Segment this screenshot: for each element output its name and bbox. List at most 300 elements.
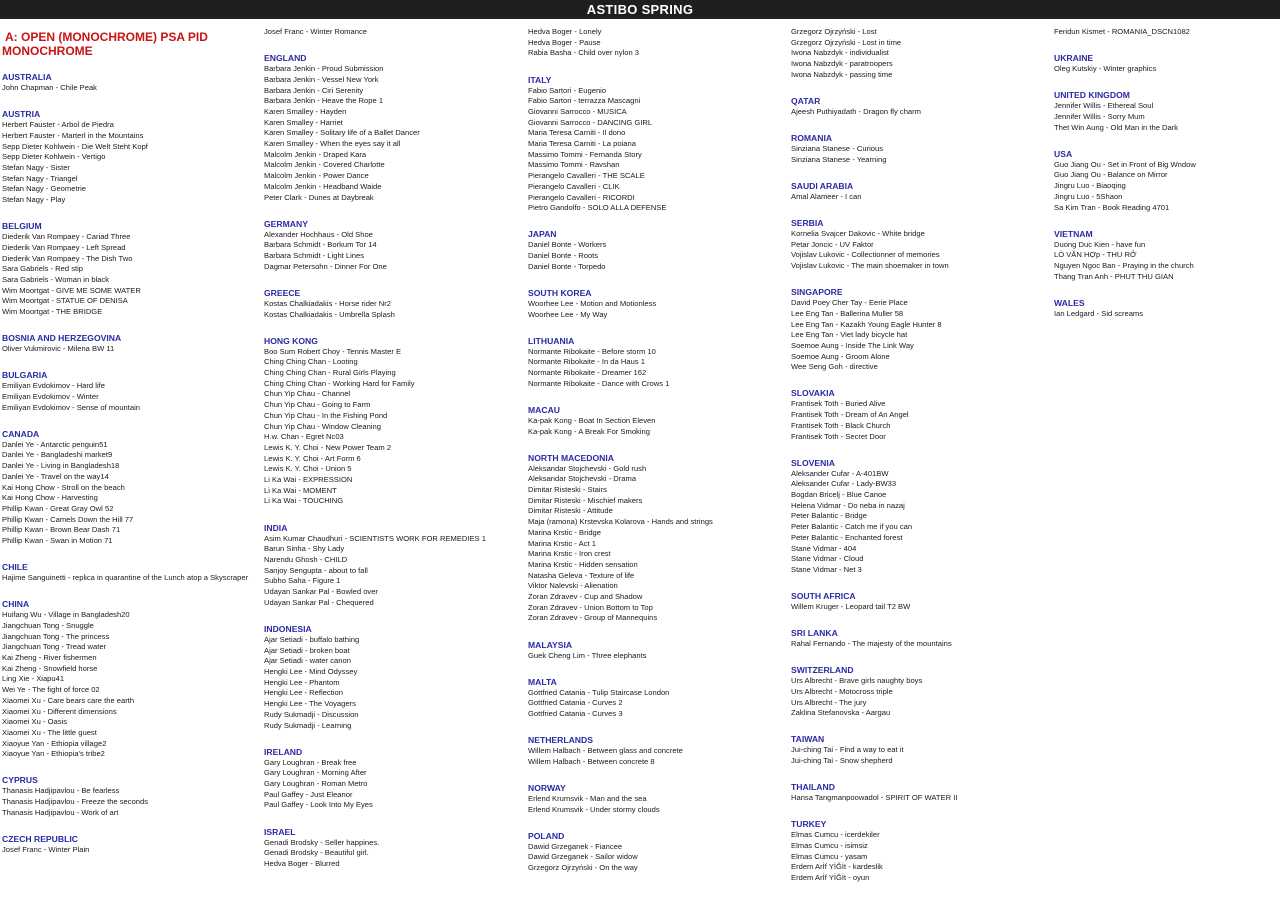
entry-item: Stane Vidmar - 404 [791,543,857,553]
entry-item: Petar Joncic - UV Faktor [791,239,874,249]
country-heading: SWITZERLAND [791,665,854,676]
entry-item: Fabio Sartori - Eugenio [528,85,607,95]
entry-item: Jingru Luo - Biaoqing [1054,181,1126,191]
entry-item: Kornelia Svajcer Dakovic - White bridge [791,228,925,238]
entry-item: Xiaomei Xu - Different dimensions [2,706,117,716]
entry-item: Aleksander Cufar - A-401BW [791,468,889,478]
entry-item: Malcolm Jenkin - Covered Charlotte [264,160,385,170]
entry-item: Thanasis Hadjipavlou - Be fearless [2,786,120,796]
country-heading: SAUDI ARABIA [791,180,854,191]
entry-item: Danlei Ye - Living in Bangladesh18 [2,461,120,471]
entry-item: Li Ka Wai - MOMENT [264,485,337,495]
country-section [791,27,1049,81]
entry-item: Kostas Chalkiadakis - Umbrella Splash [264,309,395,319]
column-5 [1054,27,1280,335]
entry-item: Wim Moortgat - GIVE ME SOME WATER [2,285,141,295]
entry-item: Natasha Geleva - Texture of life [528,570,635,580]
entry-item: Stane Vidmar - Cloud [791,554,864,564]
entry-item: Lee Eng Tan - Kazakh Young Eagle Hunter 8 [791,319,942,329]
country-heading: VIETNAM [1054,228,1093,239]
country-section [2,599,260,760]
country-heading: CZECH REPUBLIC [2,833,78,844]
entry-item: Chun Yip Chau - Going to Farm [264,400,371,410]
entry-item: Danlei Ye - Antarctic penguin51 [2,439,108,449]
entry-item: Maria Teresa Carniti - Il dono [528,128,626,138]
entry-item: Rahal Fernando - The majesty of the mountains [791,639,952,649]
country-heading: TAIWAN [791,734,825,745]
country-section [791,181,1049,203]
entry-item: Zaklina Stefanovska - Aargau [791,708,891,718]
entry-item: Huifang Wu - Village in Bangladesh20 [2,610,130,620]
country-section [791,665,1049,719]
entry-item: Thet Win Aung - Old Man in the Dark [1054,122,1179,132]
entry-item: Xiaomei Xu - Care bears care the earth [2,695,135,705]
entry-item: Elmas Cumcu - icerdekiler [791,830,880,840]
entry-item: Udayan Sankar Pal - Bowled over [264,587,378,597]
country-section [1054,53,1280,75]
entry-item: Guo Jiang Ou - Balance on Mirror [1054,170,1168,180]
entry-item: Wim Moortgat - THE BRIDGE [2,307,103,317]
entry-item: Jingru Luo - 5Shaon [1054,191,1123,201]
country-heading: AUSTRIA [2,109,41,120]
entry-item: Erlend Krumsvik - Under stormy clouds [528,804,660,814]
country-section [2,775,260,818]
country-section [2,429,260,547]
entry-item: Barbara Jenkin - Ciri Serenity [264,85,364,95]
page-title: ASTIBO SPRING [586,2,694,17]
entry-item: Stefan Nagy - Geometrie [2,184,86,194]
country-section [528,783,786,815]
entry-item: Jiangchuan Tong - Snuggle [2,620,94,630]
entry-item: Lee Eng Tan - Ballerina Muller 58 [791,308,904,318]
entry-item: Ajar Setiadi - buffalo bathing [264,634,360,644]
column-2 [264,27,522,885]
entry-item: Paul Gaffey - Just Eleanor [264,789,353,799]
entry-item: Gottfried Catania - Curves 2 [528,698,623,708]
entry-item: Giovanni Sarrocco - MUSICA [528,106,627,116]
entry-item: Willem Halbach - Between concrete 8 [528,756,655,766]
entry-item: Diederik Van Rompaey - Cariad Three [2,232,131,242]
country-heading: JAPAN [528,229,557,240]
entry-item: Frantisek Toth - Dream of An Angel [791,410,909,420]
entry-item: Normante Ribokaite - Before storm 10 [528,346,656,356]
entry-item: Grzegorz Ojrzyński - Lost in time [791,37,902,47]
entry-item: Stefan Nagy - Play [2,195,66,205]
entry-item: Phillip Kwan - Camels Down the Hill 77 [2,514,134,524]
country-heading: AUSTRALIA [2,72,52,82]
entry-item: Dimitar Risteski - Attitude [528,506,613,516]
entry-item: Hengki Lee - The Voyagers [264,699,356,709]
category-title-line-1: A: OPEN (MONOCHROME) PSA PID [5,30,208,44]
country-section [791,591,1049,613]
entry-item: Li Ka Wai - TOUCHING [264,496,344,506]
entry-item: Guek Cheng Lim - Three elephants [528,650,647,660]
entry-item: Frantisek Toth - Buried Alive [791,399,886,409]
country-section [528,288,786,320]
entry-item: Thanasis Hadjipavlou - Work of art [2,807,119,817]
country-heading: SLOVENIA [791,457,835,468]
entry-item: Pietro Gandolfo - SOLO ALLA DEFENSE [528,203,667,213]
country-section [528,831,786,874]
country-section [2,370,260,413]
entry-item: Asim Kumar Chaudhuri - SCIENTISTS WORK FOR REMEDIES 1 [264,533,486,543]
entry-item: Daniel Bonte - Workers [528,240,607,250]
entry-item: Zoran Zdravev - Group of Mannequins [528,613,658,623]
entry-item: Herbert Fauster - Arbol de Piedra [2,120,114,130]
entry-item: Marina Krstic - Iron crest [528,549,611,559]
country-heading: QATAR [791,95,821,106]
entry-item: David Poey Cher Tay - Eerie Place [791,298,908,308]
country-heading: POLAND [528,830,565,841]
entry-item: Grzegorz Ojrzyński - Lost [791,27,877,36]
country-section [1054,298,1280,320]
entry-item: Dawid Grzeganek - Fiancee [528,841,623,851]
country-section [791,133,1049,165]
entry-item: Wei Ye - The fight of force 02 [2,685,100,695]
country-section [264,523,522,609]
country-heading: UNITED KINGDOM [1054,90,1130,101]
entry-item: Hengki Lee - Mind Odyssey [264,666,358,676]
entry-item: Barun Sinha - Shy Lady [264,544,345,554]
entry-item: Karen Smalley - When the eyes say it all [264,139,401,149]
entry-item: Emiliyan Evdokimov - Sense of mountain [2,402,141,412]
entry-item: Normante Ribokaite - In da Haus 1 [528,357,645,367]
country-heading: WALES [1054,297,1085,308]
entry-item: Diederik Van Rompaey - The Dish Two [2,253,133,263]
entry-item: Ka-pak Kong - Boat In Section Eleven [528,415,656,425]
entry-item: Emiliyan Evdokimov - Winter [2,391,99,401]
entry-item: Dawid Grzeganek - Sailor widow [528,852,638,862]
entry-item: Guo Jiang Ou - Set in Front of Big Wndow [1054,159,1196,169]
entry-item: Erdem Arİf YİĞİt - kardeslik [791,862,883,872]
entry-item: Narendu Ghosh - CHILD [264,554,348,564]
entry-item: Sa Kim Tran - Book Reading 4701 [1054,202,1170,212]
entry-item: Barbara Jenkin - Proud Submission [264,64,384,74]
entry-item: Wim Moortgat - STATUE OF DENISA [2,296,128,306]
entry-item: Dimitar Risteski - Stairs [528,485,607,495]
entry-item: Diederik Van Rompaey - Left Spread [2,242,126,252]
entry-item: Zoran Zdravev - Union Bottom to Top [528,602,653,612]
entry-item: Ajeesh Puthiyadath - Dragon fly charm [791,106,922,116]
entry-item: Bogdan Bricelj - Blue Canoe [791,490,887,500]
entry-item: Hengki Lee - Reflection [264,688,343,698]
entry-item: Pierangelo Cavalleri - CLIK [528,181,620,191]
country-section [791,388,1049,442]
entry-item: Ching Ching Chan - Working Hard for Family [264,378,415,388]
entry-item: Erlend Krumsvik - Man and the sea [528,793,647,803]
entry-item: Aleksandar Stojchevski - Gold rush [528,463,647,473]
entry-item: Jennifer Willis - Sorry Mum [1054,111,1145,121]
entry-item: Boo Sum Robert Choy - Tennis Master E [264,346,402,356]
country-section [791,287,1049,373]
entry-item: Xiaomei Xu - The little guest [2,727,97,737]
entry-item: Barbara Schmidt - Light Lines [264,251,365,261]
entry-item: Hansa Tangmanpoowadol - SPIRIT OF WATER II [791,793,958,803]
entry-item: Chun Yip Chau - Window Cleaning [264,421,381,431]
entry-item: Hengki Lee - Phantom [264,677,340,687]
country-section [2,109,260,206]
entry-item: Herbert Fauster - Marterl in the Mountains [2,130,144,140]
entry-item: Willem Kruger - Leopard tail T2 BW [791,602,911,612]
entry-item: Kai Hong Chow - Stroll on the beach [2,482,125,492]
column-3 [528,27,786,889]
entry-item: Kai Zheng - River fishermen [2,653,97,663]
entry-item: Frantisek Toth - Secret Door [791,431,886,441]
entry-item: Woorhee Lee - Motion and Motionless [528,298,657,308]
entry-item: Stefan Nagy - Sister [2,162,70,172]
country-heading: SOUTH AFRICA [791,591,856,602]
entry-item: Phillip Kwan - Brown Bear Dash 71 [2,525,121,535]
entry-item: Sepp Dieter Kohlwein - Vertigo [2,152,106,162]
country-heading: BELGIUM [2,221,42,232]
country-heading: ISRAEL [264,826,296,837]
entry-item: Dimitar Risteski - Mischief makers [528,495,643,505]
entry-item: Rudy Sukmadji - Discussion [264,709,359,719]
entry-item: Rudy Sukmadji - Learning [264,720,352,730]
entry-item: Thanasis Hadjipavlou - Freeze the seconds [2,797,149,807]
country-section [791,819,1049,884]
country-heading: INDONESIA [264,623,312,634]
entry-item: Thang Tran Anh - PHUT THU GIAN [1054,271,1174,281]
entry-item: Marina Krstic - Hidden sensation [528,559,638,569]
country-section [528,640,786,662]
country-heading: INDIA [264,522,288,533]
country-heading: USA [1054,148,1073,159]
country-section [528,677,786,720]
country-section [1054,90,1280,133]
entry-item: Ian Ledgard - Sid screams [1054,308,1144,318]
country-section [2,221,260,318]
entry-item: Xiaoyue Yan - Ethiopia village2 [2,738,107,748]
country-section [264,747,522,812]
column-4 [791,27,1049,899]
entry-item: Wee Seng Goh - directive [791,362,878,372]
country-heading: NORTH MACEDONIA [528,452,614,463]
entry-item: Peter Balantic - Enchanted forest [791,532,903,542]
entry-item: Elmas Cumcu - isimsiz [791,841,868,851]
entry-item: Jui-ching Tai - Snow shepherd [791,756,893,766]
entry-item: Sinziana Stanese - Yearning [791,154,887,164]
entry-item: Subho Saha - Figure 1 [264,576,341,586]
entry-item: Danlei Ye - Bangladeshi market9 [2,450,113,460]
entry-item: Aleksandar Stojchevski - Drama [528,474,637,484]
country-section [264,219,522,273]
entry-item: Iwona Nabzdyk - passing time [791,69,893,79]
entry-item: Sara Gabriels - Red stip [2,264,84,274]
country-section [528,735,786,767]
entry-item: Soemoe Aung - Groom Alone [791,351,890,361]
entry-item: Hedva Boger - Lonely [528,27,602,36]
entry-item: Daniel Bonte - Torpedo [528,261,606,271]
country-heading: CHILE [2,562,28,573]
country-section [1054,149,1280,214]
entry-item: Zoran Zdravev - Cup and Shadow [528,592,643,602]
entry-item: Dagmar Petersohn - Dinner For One [264,261,387,271]
country-heading: SLOVAKIA [791,388,835,399]
entry-item: Peter Clark - Dunes at Daybreak [264,192,374,202]
entry-item: Elmas Cumcu - yasam [791,851,868,861]
country-heading: GERMANY [264,218,308,229]
country-heading: GREECE [264,287,301,298]
country-section [528,405,786,437]
country-heading: SRI LANKA [791,628,838,639]
country-heading: CHINA [2,599,30,610]
entry-item: Frantisek Toth - Black Church [791,420,891,430]
entry-item: Hajime Sanguinetti - replica in quarantine of the Lunch atop a Skyscraper [2,573,249,583]
entry-item: Erdem Arİf YİĞİt - oyun [791,873,870,883]
entry-item: Phillip Kwan - Great Gray Owl 52 [2,503,114,513]
country-heading: LITHUANIA [528,335,575,346]
entry-item: Woorhee Lee - My Way [528,309,608,319]
country-section [791,628,1049,650]
page-header [0,0,1280,19]
entry-item: Urs Albrecht - Brave girls naughty boys [791,676,923,686]
entry-item: Maria Teresa Carniti - La poiana [528,139,636,149]
entry-item: LÒ VĂN HỢp - THU RỞ [1054,250,1137,260]
country-heading: THAILAND [791,782,835,793]
entry-item: Gary Loughran - Morning After [264,768,367,778]
entry-item: Nguyen Ngoc Ban - Praying in the church [1054,261,1194,270]
entry-item: Aleksander Cufar - Lady-BW33 [791,479,897,489]
entry-item: Kai Hong Chow - Harvesting [2,493,98,503]
entry-item: Grzegorz Ojrzyński - On the way [528,863,638,873]
entry-item: Gary Loughran - Break free [264,757,357,767]
entry-item: Lewis K. Y. Choi - Union 5 [264,464,352,474]
entry-item: Gottfried Catania - Curves 3 [528,709,623,719]
country-section [528,453,786,625]
country-heading: BULGARIA [2,370,48,381]
entry-item: Peter Balantic - Catch me if you can [791,522,913,532]
country-heading: CYPRUS [2,775,38,786]
entry-item: Stane Vidmar - Net 3 [791,564,862,574]
entry-item: Karen Smalley - Solitary life of a Ballet Dancer [264,128,420,138]
country-heading: ITALY [528,74,552,85]
entry-item: Malcolm Jenkin - Power Dance [264,171,369,181]
entry-item: Sepp Dieter Kohlwein - Die Welt Steht Kopf [2,141,148,151]
entry-item: Normante Ribokaite - Dance with Crows 1 [528,378,670,388]
entry-item: Urs Albrecht - Motocross triple [791,686,893,696]
category-title-line-2: MONOCHROME [2,44,93,58]
entry-item: Xiaomei Xu - Oasis [2,717,67,727]
entry-item: Gary Loughran - Roman Metro [264,779,368,788]
country-heading: NETHERLANDS [528,735,593,746]
entry-item: Helena Vidmar - Do neba in nazaj [791,500,905,510]
country-section [264,53,522,203]
country-heading: UKRAINE [1054,53,1094,64]
entry-item: Kai Zheng - Snowfield horse [2,663,98,673]
entry-item: Barbara Schmidt - Borkum Tor 14 [264,240,377,250]
entry-item: Sinziana Stanese - Curious [791,144,884,153]
entry-item: Iwona Nabzdyk - paratroopers [791,59,893,69]
entry-item: Willem Halbach - Between glass and concrete [528,746,683,756]
entry-item: Vojislav Lukovic - Collectionner of memories [791,250,940,260]
entry-item: Ching Ching Chan - Rural Girls Playing [264,368,396,378]
entry-item: Vojislav Lukovic - The main shoemaker in town [791,261,949,270]
entry-item: Jennifer Willis - Ethereal Soul [1054,101,1154,111]
country-heading: TURKEY [791,819,827,830]
country-section [528,27,786,59]
entry-item: Ajar Setiadi - water canon [264,656,351,666]
country-section [791,734,1049,766]
country-section [2,72,260,94]
entry-item: Oliver Vukmirovic - Milena BW 11 [2,344,115,354]
country-section [264,624,522,731]
entry-item: Li Ka Wai - EXPRESSION [264,475,353,485]
column-1 [2,27,260,871]
entry-item: Josef Franc - Winter Plain [2,844,90,854]
entry-item: Ling Xie - Xiapu41 [2,674,65,684]
entry-item: Amal Alameer - I can [791,191,862,201]
entry-item: Giovanni Sarrocco - DANCING GIRL [528,117,653,127]
category-title [2,30,260,58]
entry-item: Genadi Brodsky - Seller happines. [264,837,380,847]
entry-item: Ajar Setiadi - broken boat [264,645,350,655]
entry-item: Karen Smalley - Hayden [264,106,347,116]
country-heading: MACAU [528,404,560,415]
entry-item: Malcolm Jenkin - Headband Waide [264,181,382,191]
entry-item: Paul Gaffey - Look Into My Eyes [264,800,373,810]
entry-item: Rabia Bashа - Child over nylon 3 [528,48,640,58]
entry-item: Massimo Tommi - Fernanda Story [528,149,642,159]
entry-item: Urs Albrecht - The jury [791,697,867,707]
entry-item: Normante Ribokaite - Dreamer 162 [528,368,647,378]
entry-item: Maja (ramona) Krstevska Kolarova - Hands and strings [528,517,713,527]
country-section [264,827,522,870]
entry-item: H.w. Chan - Egret Nc03 [264,432,344,442]
country-heading: IRELAND [264,746,303,757]
country-section [791,96,1049,118]
country-section [528,336,786,390]
country-heading: SINGAPORE [791,287,843,298]
entry-item: Chun Yip Chau - In the Fishing Pond [264,410,388,420]
entry-item: Daniel Bonte - Roots [528,251,599,261]
entry-item: Jiangchuan Tong - Tread water [2,642,107,652]
entry-item: Viktor Nalevski - Alienation [528,581,618,591]
entry-item: Peter Balantic - Bridge [791,511,867,521]
entry-item: Karen Smalley - Harriet [264,117,343,127]
country-section [264,288,522,320]
entry-item: Massimo Tommi - Ravshan [528,160,620,170]
country-heading: HONG KONG [264,335,318,346]
country-section [791,218,1049,272]
country-section [2,834,260,856]
entry-item: Feridun Kismet - ROMANIA_DSCN1082 [1054,27,1190,36]
entry-item: Barbara Jenkin - Vessel New York [264,74,379,84]
country-section [1054,27,1280,38]
country-section [264,27,522,38]
entry-item: Stefan Nagy - Triangel [2,173,78,183]
entry-item: Lee Eng Tan - Viet lady bicycle hat [791,330,908,340]
entry-item: Phillip Kwan - Swan in Motion 71 [2,536,113,546]
entry-item: Duong Duc Kien - have fun [1054,239,1146,249]
entry-item: Malcolm Jenkin - Draped Kara [264,149,367,159]
entry-item: Barbara Jenkin - Heave the Rope 1 [264,96,384,106]
entry-item: Pierangelo Cavalleri - THE SCALE [528,171,645,181]
entry-item: Jui-ching Tai - Find a way to eat it [791,745,904,755]
entry-item: Sara Gabriels - Woman in black [2,274,110,284]
entry-item: Genadi Brodsky - Beautiful girl. [264,848,369,858]
country-section [528,75,786,214]
entry-item: Danlei Ye - Travel on the way14 [2,471,109,481]
country-heading: SOUTH KOREA [528,287,592,298]
country-section [264,336,522,508]
entry-item: Lewis K. Y. Choi - Art Form 6 [264,453,361,463]
entry-item: Josef Franc - Winter Romance [264,27,367,36]
entry-item: Fabio Sartori - terrazza Mascagni [528,96,641,106]
country-section [791,782,1049,804]
entry-item: Hedva Boger - Blurred [264,858,340,868]
entry-item: Ching Ching Chan - Looting [264,357,358,367]
